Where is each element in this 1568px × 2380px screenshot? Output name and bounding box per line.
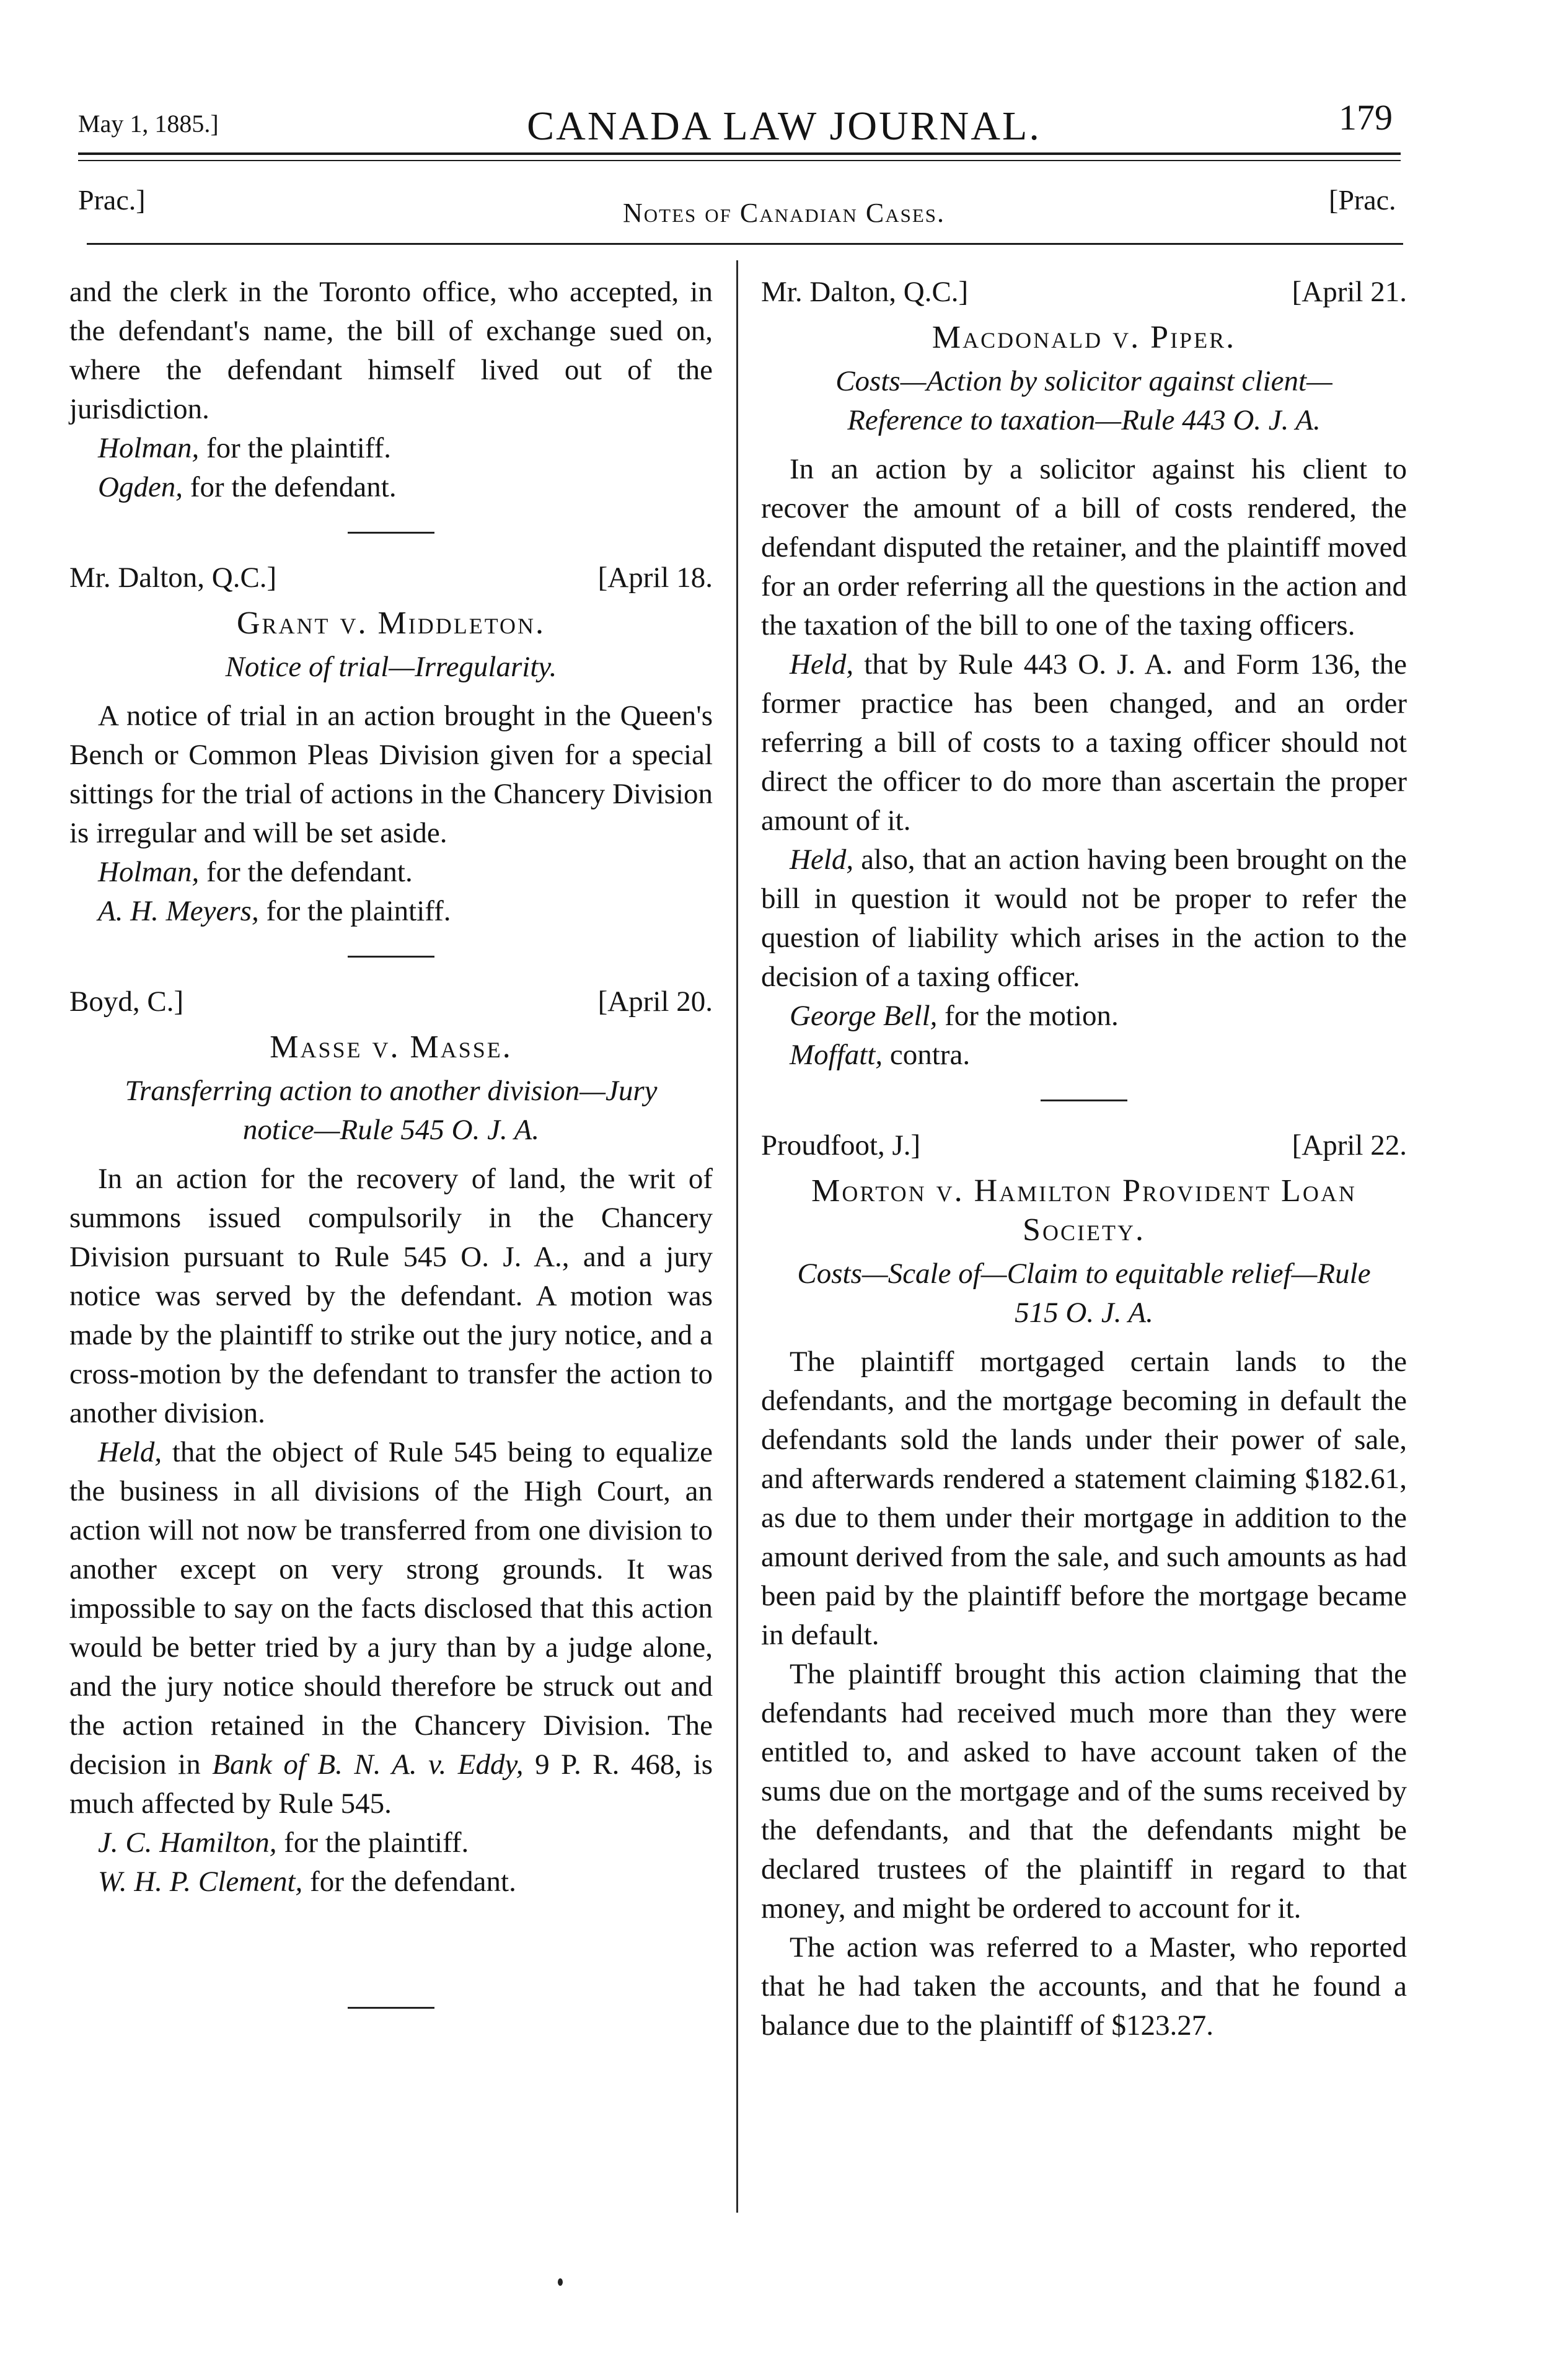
case-body: The plaintiff mortgaged certain lands to the defendants, and the mortgage becoming in default the defendants sold the lands under their power of sale, and afterwards rendered a statement claiming $182.61, as due to them under their mortgage in addition to the amount derived from the sale, and such amounts as had been paid by the plaintiff before the mortgage became in default. (761, 1346, 1407, 1651)
judge-line (69, 558, 713, 597)
judge-name: Boyd, C.] (69, 985, 184, 1018)
counsel-role: for the plaintiff. (206, 432, 391, 464)
left-column (69, 273, 713, 2034)
ink-speck (558, 2278, 563, 2286)
held-word: Held, (790, 648, 854, 681)
holding-text-end: 9 P. R. 468, is much affected by Rule 545. (69, 1748, 713, 1820)
counsel-line (69, 429, 713, 468)
case-date: [April 22. (1292, 1129, 1407, 1161)
case-date: [April 20. (597, 985, 713, 1018)
section-left-label: Prac.] (78, 184, 146, 216)
case-topic: Costs—Action by solicitor against client—Reference to taxation—Rule 443 O. J. A. (835, 365, 1332, 436)
judge-name: Proudfoot, J.] (761, 1129, 921, 1161)
case-topic: Notice of trial—Irregularity. (225, 651, 557, 683)
holding-text: also, that an action having been brought on the bill in question it would not be proper to refer the question of liability which arises in the action to the decision of a taxing officer. (761, 844, 1407, 993)
counsel-line (761, 1036, 1407, 1075)
header-date: May 1, 1885.] (78, 110, 219, 138)
case-separator (1041, 1100, 1127, 1101)
case-holding (761, 645, 1407, 840)
counsel-line (761, 997, 1407, 1036)
counsel-name: A. H. Meyers, (98, 895, 259, 927)
holding-text: that by Rule 443 O. J. A. and Form 136, the former practice has been changed, and an order referring a bill of costs to a taxing officer should not direct the officer to do more than ascertain the proper amount of it. (761, 648, 1407, 837)
counsel-line (69, 1823, 713, 1862)
section-right-label: [Prac. (1329, 184, 1396, 216)
counsel-role: contra. (889, 1039, 971, 1071)
judge-name: Mr. Dalton, Q.C.] (69, 562, 277, 594)
counsel-name: Ogden, (98, 471, 183, 503)
judge-line (761, 273, 1407, 312)
case-masse-v-masse (69, 982, 713, 1902)
header-rule-top (78, 152, 1401, 155)
counsel-name: W. H. P. Clement, (98, 1866, 303, 1898)
counsel-role: for the defendant. (310, 1866, 516, 1898)
case-body: The action was referred to a Master, who reported that he had taken the accounts, and that he found a balance due to the plaintiff of $123.27. (761, 1931, 1407, 2042)
case-topic: Transferring action to another division—Jury notice—Rule 545 O. J. A. (125, 1075, 658, 1146)
section-title: Notes of Canadian Cases. (622, 198, 946, 228)
counsel-role: for the defendant. (206, 856, 413, 888)
counsel-name: Holman, (98, 856, 200, 888)
case-morton-v-hamilton (761, 1126, 1407, 2045)
case-separator (348, 532, 434, 534)
counsel-role: for the plaintiff. (266, 895, 451, 927)
case-title: Masse v. Masse. (270, 1029, 513, 1065)
judge-line (69, 982, 713, 1021)
counsel-role: for the motion. (945, 1000, 1119, 1032)
counsel-line (69, 892, 713, 931)
page-number: 179 (1339, 97, 1393, 138)
case-separator (348, 2007, 434, 2009)
held-word: Held, (790, 844, 854, 876)
case-title: Grant v. Middleton. (236, 606, 546, 641)
case-body: In an action by a solicitor against his client to recover the amount of a bill of costs rendered, the defendant disputed the retainer, and the plaintiff moved for an order referring all the questions in the action and the taxation of the bill to one of the taxing officers. (761, 453, 1407, 641)
counsel-line (69, 853, 713, 892)
judge-name: Mr. Dalton, Q.C.] (761, 276, 969, 308)
case-holding (761, 840, 1407, 997)
case-date: [April 18. (597, 562, 713, 594)
counsel-line (69, 468, 713, 507)
counsel-name: Moffatt, (790, 1039, 883, 1071)
counsel-role: for the plaintiff. (284, 1827, 469, 1859)
header-rule-bottom (78, 160, 1401, 161)
counsel-role: for the defendant. (190, 471, 397, 503)
section-rule (87, 243, 1403, 245)
case-macdonald-v-piper (761, 273, 1407, 1075)
case-title: Morton v. Hamilton Provident Loan Society. (811, 1173, 1357, 1248)
journal-title: CANADA LAW JOURNAL. (527, 104, 1041, 149)
judge-line (761, 1126, 1407, 1165)
case-body: In an action for the recovery of land, the writ of summons issued compulsorily in the Chancery Division pursuant to Rule 545 O. J. A., and a jury notice was served by the defendant. A motion was made by the plaintiff to strike out the jury notice, and a cross-motion by the defendant to transfer the action to another division. (69, 1163, 713, 1429)
column-divider (736, 260, 738, 2213)
continuation-paragraph: and the clerk in the Toronto office, who accepted, in the defendant's name, the bill of exchange sued on, where the defendant himself lived out of the jurisdiction. (69, 276, 713, 425)
counsel-name: Holman, (98, 432, 200, 464)
counsel-line (69, 1862, 713, 1902)
right-column (761, 273, 1407, 2045)
holding-text: that the object of Rule 545 being to equalize the business in all divisions of the High Court, an action will not now be transferred from one division to another except on very strong grounds. It was impossible to say on the facts disclosed that this action would be better tried by a jury than by a judge alone, and the jury notice should therefore be struck out and the action retained in the Chancery Division. The decision in (69, 1436, 713, 1781)
case-body: A notice of trial in an action brought in the Queen's Bench or Common Pleas Division given for a special sittings for the trial of actions in the Chancery Division is irregular and will be set aside. (69, 700, 713, 849)
counsel-name: George Bell, (790, 1000, 938, 1032)
case-topic: Costs—Scale of—Claim to equitable relief—Rule 515 O. J. A. (797, 1258, 1371, 1329)
case-separator (348, 956, 434, 958)
case-date: [April 21. (1292, 276, 1407, 308)
cited-case: Bank of B. N. A. v. Eddy, (212, 1748, 524, 1781)
case-title: Macdonald v. Piper. (932, 320, 1236, 355)
held-word: Held, (98, 1436, 162, 1468)
counsel-name: J. C. Hamilton, (98, 1827, 277, 1859)
case-holding (69, 1433, 713, 1823)
case-grant-v-middleton (69, 558, 713, 931)
case-body: The plaintiff brought this action claiming that the defendants had received much more than they were entitled to, and asked to have account taken of the sums due on the mortgage and of the sums received by the defendants, and that the defendants might be declared trustees of the plaintiff in regard to that money, and might be ordered to account for it. (761, 1658, 1407, 1924)
